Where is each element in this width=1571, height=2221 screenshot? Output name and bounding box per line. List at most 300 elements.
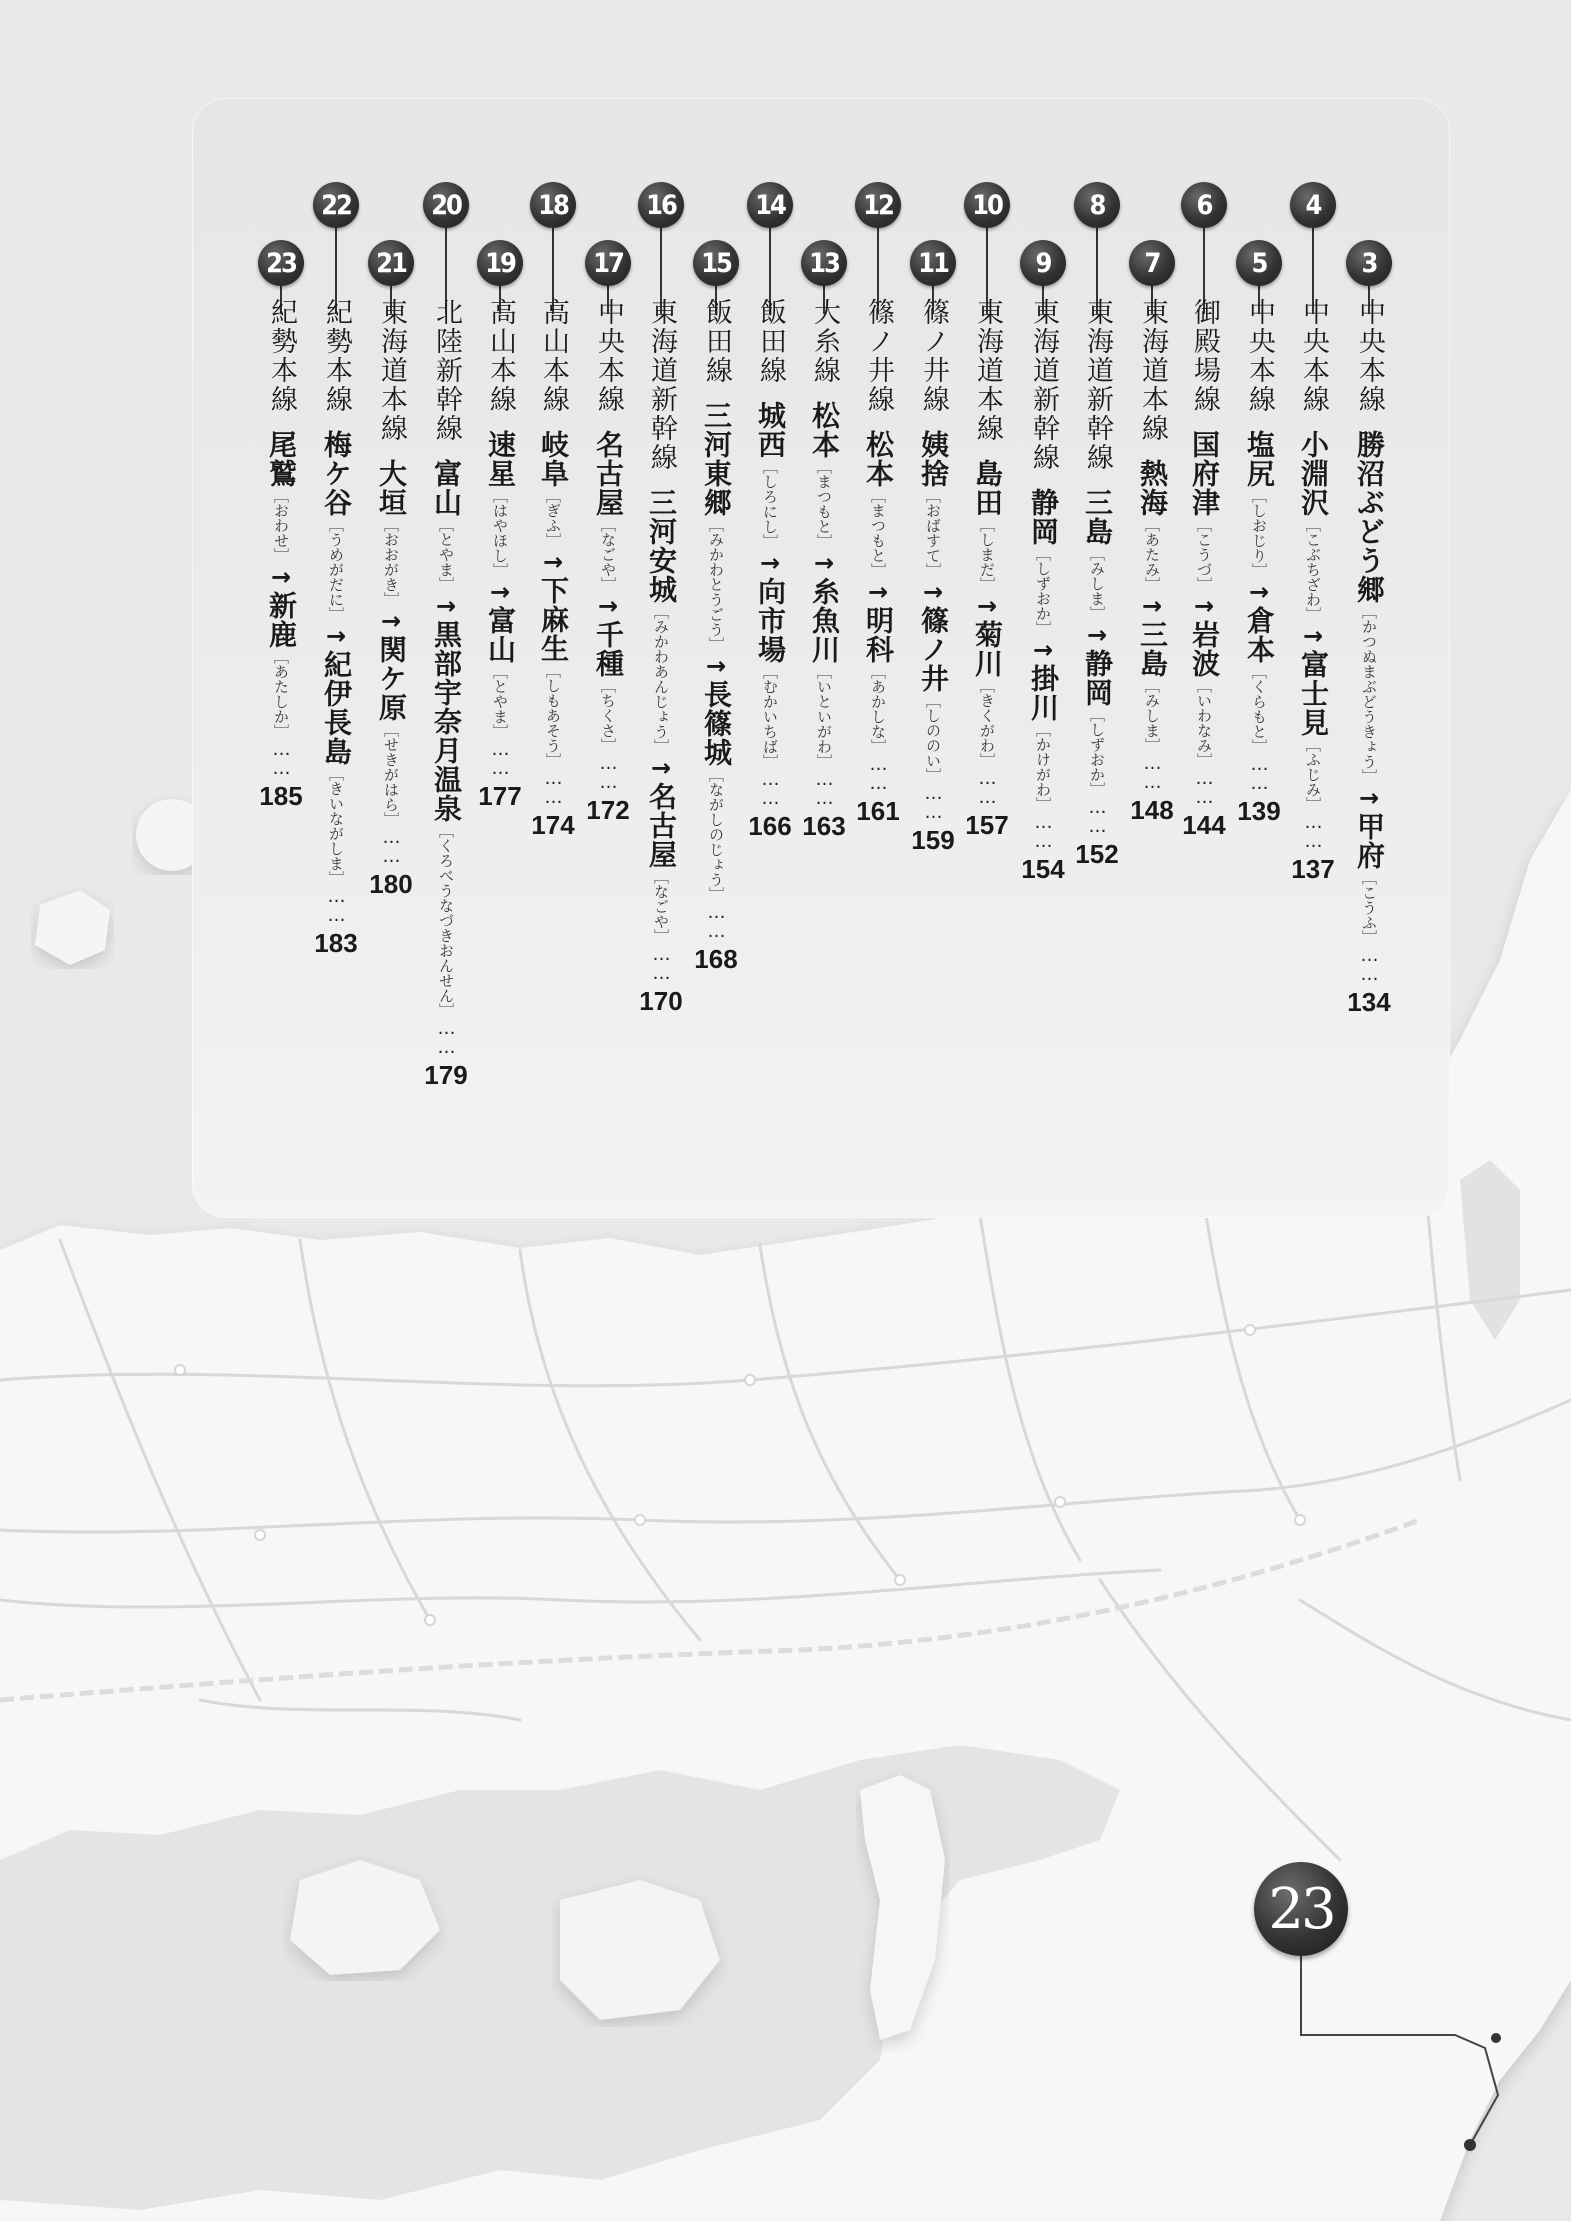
railway-line-name: 中央本線	[1354, 298, 1385, 414]
toc-entry[interactable]	[800, 240, 848, 807]
entry-page-number[interactable]: 157	[965, 810, 1009, 840]
entry-text	[747, 298, 793, 807]
station-reading: せきがはら	[382, 737, 400, 812]
entry-number-badge: 14	[747, 182, 793, 228]
station-name: 松本	[862, 430, 895, 488]
reading-bracket-open: ［	[491, 664, 509, 679]
leader-dots: ……	[1303, 812, 1324, 850]
station-reading: こうづ	[1195, 532, 1213, 577]
entry-number-badge: 20	[423, 182, 469, 228]
reading-bracket-close: ］	[599, 738, 617, 753]
station-reading: ちくさ	[599, 693, 617, 738]
reading-bracket-close: ］	[327, 871, 345, 886]
entry-page-number[interactable]: 163	[802, 811, 846, 841]
leader-dots: ……	[651, 944, 672, 982]
railway-line-name: 紀勢本線	[266, 298, 297, 414]
entry-text	[585, 298, 631, 791]
station-name: 静岡	[1027, 488, 1060, 546]
entry-number-badge: 21	[368, 240, 414, 286]
entry-text	[423, 298, 469, 1056]
reading-bracket-open: ［	[382, 517, 400, 532]
reading-bracket-open: ［	[1143, 517, 1161, 532]
leader-dots: ……	[1033, 812, 1054, 850]
station-reading: みしま	[1143, 693, 1161, 738]
reading-bracket-open: ［	[652, 604, 670, 619]
station-name: 紀伊長島	[320, 650, 353, 766]
station-reading: ぎふ	[544, 503, 562, 533]
railway-line-name: 高山本線	[538, 298, 569, 414]
reading-bracket-close: ］	[1304, 797, 1322, 812]
leader-dots: ……	[543, 768, 564, 806]
reading-bracket-close: ］	[1250, 739, 1268, 754]
reading-bracket-open: ［	[815, 664, 833, 679]
entry-text	[313, 298, 359, 924]
reading-bracket-close: ］	[978, 577, 996, 592]
entry-page-number[interactable]: 180	[369, 869, 413, 899]
railway-line-name: 東海道本線	[376, 298, 407, 443]
arrow-icon: →	[1190, 592, 1218, 620]
entry-page-number[interactable]: 170	[639, 986, 683, 1016]
reading-bracket-open: ［	[1143, 678, 1161, 693]
station-name: 勝沼ぶどう郷	[1353, 430, 1386, 604]
station-reading: なごや	[652, 884, 670, 929]
entry-text	[1129, 298, 1175, 791]
reading-bracket-close: ］	[1088, 782, 1106, 797]
reading-bracket-open: ［	[1195, 678, 1213, 693]
reading-bracket-open: ［	[869, 488, 887, 503]
leader-dots: ……	[1087, 797, 1108, 835]
station-reading: おばすて	[924, 503, 942, 563]
reading-bracket-close: ］	[272, 724, 290, 739]
station-name: 尾鷲	[265, 430, 298, 488]
leader-dots: ……	[1249, 754, 1270, 792]
station-name: 大垣	[375, 459, 408, 517]
arrow-icon: →	[810, 549, 838, 577]
station-reading: みかわとうごう	[707, 532, 725, 637]
arrow-icon: →	[647, 754, 675, 782]
toc-entry[interactable]	[909, 240, 957, 821]
entry-number-badge: 22	[313, 182, 359, 228]
arrow-icon: →	[1029, 636, 1057, 664]
leader-dots: ……	[381, 827, 402, 865]
railway-line-name: 高山本線	[485, 298, 516, 414]
entry-page-number[interactable]: 154	[1021, 854, 1065, 884]
reading-bracket-open: ［	[1360, 604, 1378, 619]
reading-bracket-open: ［	[869, 664, 887, 679]
reading-bracket-open: ［	[815, 459, 833, 474]
railway-line-name: 中央本線	[1298, 298, 1329, 414]
arrow-icon: →	[1245, 578, 1273, 606]
entry-text	[368, 298, 414, 865]
station-name: 名古屋	[592, 430, 625, 517]
reading-bracket-close: ］	[1195, 753, 1213, 768]
railway-line-name: 紀勢本線	[321, 298, 352, 414]
station-reading: いといがわ	[815, 679, 833, 754]
reading-bracket-close: ］	[924, 768, 942, 783]
station-name: 長篠城	[700, 680, 733, 767]
entry-text	[693, 298, 739, 940]
leader-dots: ……	[923, 783, 944, 821]
station-name: 下麻生	[537, 576, 570, 663]
reading-bracket-close: ］	[1143, 738, 1161, 753]
reading-bracket-open: ［	[327, 517, 345, 532]
reading-bracket-close: ］	[544, 533, 562, 548]
reading-bracket-open: ［	[272, 649, 290, 664]
entry-page-number[interactable]: 168	[694, 944, 738, 974]
station-reading: うめがだに	[327, 532, 345, 607]
station-name: 千種	[592, 620, 625, 678]
railway-line-name: 東海道本線	[972, 298, 1003, 443]
reading-bracket-open: ［	[707, 767, 725, 782]
leader-dots: ……	[1194, 768, 1215, 806]
station-reading: まつもと	[815, 474, 833, 534]
station-name: 松本	[808, 401, 841, 459]
station-reading: くらもと	[1250, 679, 1268, 739]
leader-dots: ……	[868, 754, 889, 792]
station-reading: かつぬまぶどうきょう	[1360, 619, 1378, 769]
entry-page-number[interactable]: 179	[424, 1060, 468, 1090]
reading-bracket-close: ］	[761, 534, 779, 549]
railway-line-name: 御殿場線	[1189, 298, 1220, 414]
reading-bracket-close: ］	[815, 754, 833, 769]
station-name: 富山	[484, 606, 517, 664]
arrow-icon: →	[702, 652, 730, 680]
reading-bracket-open: ［	[491, 488, 509, 503]
arrow-icon: →	[594, 592, 622, 620]
reading-bracket-open: ［	[544, 663, 562, 678]
reading-bracket-open: ［	[544, 488, 562, 503]
station-reading: みしま	[1088, 561, 1106, 606]
reading-bracket-open: ［	[599, 517, 617, 532]
reading-bracket-close: ］	[707, 887, 725, 902]
reading-bracket-open: ［	[1034, 722, 1052, 737]
railway-line-name: 飯田線	[755, 298, 786, 385]
arrow-icon: →	[486, 578, 514, 606]
entry-number-badge: 9	[1020, 240, 1066, 286]
entry-text	[801, 298, 847, 807]
leader-dots: ……	[814, 769, 835, 807]
reading-bracket-open: ［	[1360, 870, 1378, 885]
entry-text	[477, 298, 523, 777]
toc-entry[interactable]	[692, 240, 740, 940]
entry-text	[1290, 298, 1336, 850]
reading-bracket-close: ］	[1034, 797, 1052, 812]
reading-bracket-close: ］	[1195, 577, 1213, 592]
reading-bracket-open: ［	[761, 459, 779, 474]
entry-number-badge: 7	[1129, 240, 1175, 286]
toc-entry[interactable]	[1235, 240, 1283, 792]
entry-page-number[interactable]: 152	[1075, 839, 1119, 869]
station-reading: むかいちば	[761, 679, 779, 754]
entry-text	[1074, 298, 1120, 835]
station-name: 向市場	[754, 577, 787, 664]
entry-page-number[interactable]: 144	[1182, 810, 1226, 840]
railway-line-name: 中央本線	[1244, 298, 1275, 414]
leader-dots: ……	[760, 769, 781, 807]
leader-dots: ……	[1359, 945, 1380, 983]
station-name: 国府津	[1188, 430, 1221, 517]
railway-line-name: 大糸線	[809, 298, 840, 385]
reading-bracket-open: ［	[1195, 517, 1213, 532]
station-reading: かけがわ	[1034, 737, 1052, 797]
entry-number-badge: 3	[1346, 240, 1392, 286]
station-name: 糸魚川	[808, 577, 841, 664]
entry-text	[1181, 298, 1227, 806]
reading-bracket-close: ］	[1360, 769, 1378, 784]
arrow-icon: →	[1299, 622, 1327, 650]
arrow-icon: →	[322, 622, 350, 650]
station-reading: きいながしま	[327, 781, 345, 871]
reading-bracket-close: ］	[652, 929, 670, 944]
station-reading: しののい	[924, 708, 942, 768]
station-name: 富士見	[1297, 650, 1330, 737]
station-name: 静岡	[1081, 649, 1114, 707]
reading-bracket-close: ］	[491, 724, 509, 739]
station-reading: まつもと	[869, 503, 887, 563]
reading-bracket-close: ］	[437, 1003, 455, 1018]
railway-line-name: 篠ノ井線	[918, 298, 949, 414]
entry-page-number[interactable]: 137	[1291, 854, 1335, 884]
leader-dots: ……	[977, 768, 998, 806]
reading-bracket-open: ［	[437, 823, 455, 838]
railway-line-name: 北陸新幹線	[431, 298, 462, 443]
reading-bracket-open: ［	[1034, 546, 1052, 561]
entry-text	[1020, 298, 1066, 850]
reading-bracket-close: ］	[382, 812, 400, 827]
leader-dots: ……	[598, 753, 619, 791]
entry-number-badge: 4	[1290, 182, 1336, 228]
leader-dots: ……	[436, 1018, 457, 1056]
station-reading: しもあそう	[544, 678, 562, 753]
reading-bracket-open: ［	[1250, 488, 1268, 503]
reading-bracket-close: ］	[544, 753, 562, 768]
entry-page-number[interactable]: 159	[911, 825, 955, 855]
station-name: 梅ケ谷	[320, 430, 353, 517]
station-name: 速星	[484, 430, 517, 488]
railway-line-name: 篠ノ井線	[863, 298, 894, 414]
reading-bracket-open: ［	[924, 693, 942, 708]
toc-entry[interactable]	[1345, 240, 1393, 983]
reading-bracket-close: ］	[437, 577, 455, 592]
arrow-icon: →	[539, 548, 567, 576]
entry-page-number[interactable]: 134	[1347, 987, 1391, 1017]
reading-bracket-close: ］	[1034, 621, 1052, 636]
station-reading: しずおか	[1088, 722, 1106, 782]
reading-bracket-close: ］	[1143, 577, 1161, 592]
reading-bracket-close: ］	[382, 592, 400, 607]
station-name: 岐阜	[537, 430, 570, 488]
toc-entry[interactable]	[637, 182, 685, 982]
entry-number-badge: 11	[910, 240, 956, 286]
leader-dots: ……	[706, 902, 727, 940]
toc-entry[interactable]	[584, 240, 632, 791]
station-reading: しろにし	[761, 474, 779, 534]
reading-bracket-open: ［	[599, 678, 617, 693]
toc-entry[interactable]	[367, 240, 415, 865]
entry-number-badge: 5	[1236, 240, 1282, 286]
toc-entry[interactable]	[257, 240, 305, 777]
reading-bracket-open: ［	[327, 766, 345, 781]
station-reading: きくがわ	[978, 693, 996, 753]
reading-bracket-close: ］	[924, 563, 942, 578]
leader-dots: ……	[1142, 753, 1163, 791]
entry-text	[855, 298, 901, 792]
toc-entry[interactable]	[422, 182, 470, 1056]
station-reading: とやま	[437, 532, 455, 577]
station-reading: くろべうなづきおんせん	[437, 838, 455, 1003]
railway-line-name: 東海道新幹線	[646, 298, 677, 472]
reading-bracket-close: ］	[1088, 606, 1106, 621]
arrow-icon: →	[1355, 784, 1383, 812]
leader-dots: ……	[490, 739, 511, 777]
leader-dots: ……	[326, 886, 347, 924]
station-reading: なごや	[599, 532, 617, 577]
entry-page-number[interactable]: 166	[748, 811, 792, 841]
station-reading: あかしな	[869, 679, 887, 739]
station-reading: しおじり	[1250, 503, 1268, 563]
entry-number-badge: 17	[585, 240, 631, 286]
arrow-icon: →	[267, 563, 295, 591]
station-name: 熱海	[1136, 459, 1169, 517]
arrow-icon: →	[1138, 592, 1166, 620]
station-name: 三島	[1136, 620, 1169, 678]
reading-bracket-open: ［	[761, 664, 779, 679]
station-name: 関ケ原	[375, 635, 408, 722]
entry-page-number[interactable]: 148	[1130, 795, 1174, 825]
station-name: 三河安城	[645, 488, 678, 604]
station-reading: おわせ	[272, 503, 290, 548]
entry-text	[1346, 298, 1392, 983]
arrow-icon: →	[377, 607, 405, 635]
reading-bracket-close: ］	[491, 563, 509, 578]
station-name: 岩波	[1188, 620, 1221, 678]
station-reading: はやほし	[491, 503, 509, 563]
station-reading: ながしのじょう	[707, 782, 725, 887]
reading-bracket-close: ］	[1360, 930, 1378, 945]
station-reading: おおがき	[382, 532, 400, 592]
entry-number-badge: 16	[638, 182, 684, 228]
station-name: 甲府	[1353, 812, 1386, 870]
reading-bracket-open: ［	[978, 678, 996, 693]
station-name: 黒部宇奈月温泉	[430, 620, 463, 823]
station-name: 島田	[971, 459, 1004, 517]
entry-text	[530, 298, 576, 806]
entry-text	[638, 298, 684, 982]
reading-bracket-close: ］	[761, 754, 779, 769]
reading-bracket-open: ［	[1304, 737, 1322, 752]
railway-line-name: 東海道本線	[1137, 298, 1168, 443]
reading-bracket-open: ［	[1088, 546, 1106, 561]
reading-bracket-open: ［	[1304, 517, 1322, 532]
entry-number-badge: 10	[964, 182, 1010, 228]
station-name: 掛川	[1027, 664, 1060, 722]
entry-number-badge: 12	[855, 182, 901, 228]
arrow-icon: →	[756, 549, 784, 577]
entry-number-badge: 6	[1181, 182, 1227, 228]
toc-entry[interactable]	[1019, 240, 1067, 850]
reading-bracket-close: ］	[599, 577, 617, 592]
station-name: 塩尻	[1243, 430, 1276, 488]
reading-bracket-open: ［	[924, 488, 942, 503]
entry-number-badge: 23	[258, 240, 304, 286]
entry-page-number[interactable]: 183	[314, 928, 358, 958]
entry-text	[910, 298, 956, 821]
station-reading: こぶちざわ	[1304, 532, 1322, 607]
reading-bracket-close: ］	[1250, 563, 1268, 578]
reading-bracket-close: ］	[815, 534, 833, 549]
entry-number-badge: 19	[477, 240, 523, 286]
station-name: 城西	[754, 401, 787, 459]
station-reading: しずおか	[1034, 561, 1052, 621]
station-name: 新鹿	[265, 591, 298, 649]
station-reading: しまだ	[978, 532, 996, 577]
reading-bracket-open: ［	[978, 517, 996, 532]
reading-bracket-close: ］	[652, 739, 670, 754]
reading-bracket-open: ［	[437, 517, 455, 532]
reading-bracket-open: ［	[707, 517, 725, 532]
reading-bracket-close: ］	[327, 607, 345, 622]
entry-page-number[interactable]: 139	[1237, 796, 1281, 826]
station-reading: いわなみ	[1195, 693, 1213, 753]
station-name: 小淵沢	[1297, 430, 1330, 517]
railway-line-name: 中央本線	[593, 298, 624, 414]
station-name: 菊川	[971, 620, 1004, 678]
arrow-icon: →	[432, 592, 460, 620]
station-name: 名古屋	[645, 782, 678, 869]
entry-text	[258, 298, 304, 777]
reading-bracket-open: ［	[1088, 707, 1106, 722]
reading-bracket-open: ［	[1250, 664, 1268, 679]
station-reading: みかわあんじょう	[652, 619, 670, 739]
station-name: 明科	[862, 606, 895, 664]
reading-bracket-open: ［	[272, 488, 290, 503]
entry-page-number[interactable]: 177	[478, 781, 522, 811]
station-reading: あたみ	[1143, 532, 1161, 577]
station-reading: とやま	[491, 679, 509, 724]
reading-bracket-open: ［	[652, 869, 670, 884]
toc-entry[interactable]	[476, 240, 524, 777]
entry-number-badge: 8	[1074, 182, 1120, 228]
reading-bracket-close: ］	[707, 637, 725, 652]
reading-bracket-open: ［	[382, 722, 400, 737]
station-name: 篠ノ井	[917, 606, 950, 693]
page-number: 23	[1254, 1862, 1348, 1956]
entry-number-badge: 18	[530, 182, 576, 228]
station-name: 富山	[430, 459, 463, 517]
railway-line-name: 東海道新幹線	[1028, 298, 1059, 472]
entry-page-number[interactable]: 185	[259, 781, 303, 811]
station-reading: ふじみ	[1304, 752, 1322, 797]
station-name: 姨捨	[917, 430, 950, 488]
entry-text	[1236, 298, 1282, 792]
entry-page-number[interactable]: 161	[856, 796, 900, 826]
station-name: 三河東郷	[700, 401, 733, 517]
arrow-icon: →	[864, 578, 892, 606]
reading-bracket-close: ］	[978, 753, 996, 768]
arrow-icon: →	[973, 592, 1001, 620]
arrow-icon: →	[1083, 621, 1111, 649]
entry-page-number[interactable]: 172	[586, 795, 630, 825]
station-reading: あたしか	[272, 664, 290, 724]
toc-entry[interactable]	[1128, 240, 1176, 791]
reading-bracket-close: ］	[869, 563, 887, 578]
reading-bracket-close: ］	[869, 739, 887, 754]
leader-dots: ……	[271, 739, 292, 777]
arrow-icon: →	[919, 578, 947, 606]
railway-line-name: 飯田線	[701, 298, 732, 385]
entry-page-number[interactable]: 174	[531, 810, 575, 840]
reading-bracket-close: ］	[272, 548, 290, 563]
